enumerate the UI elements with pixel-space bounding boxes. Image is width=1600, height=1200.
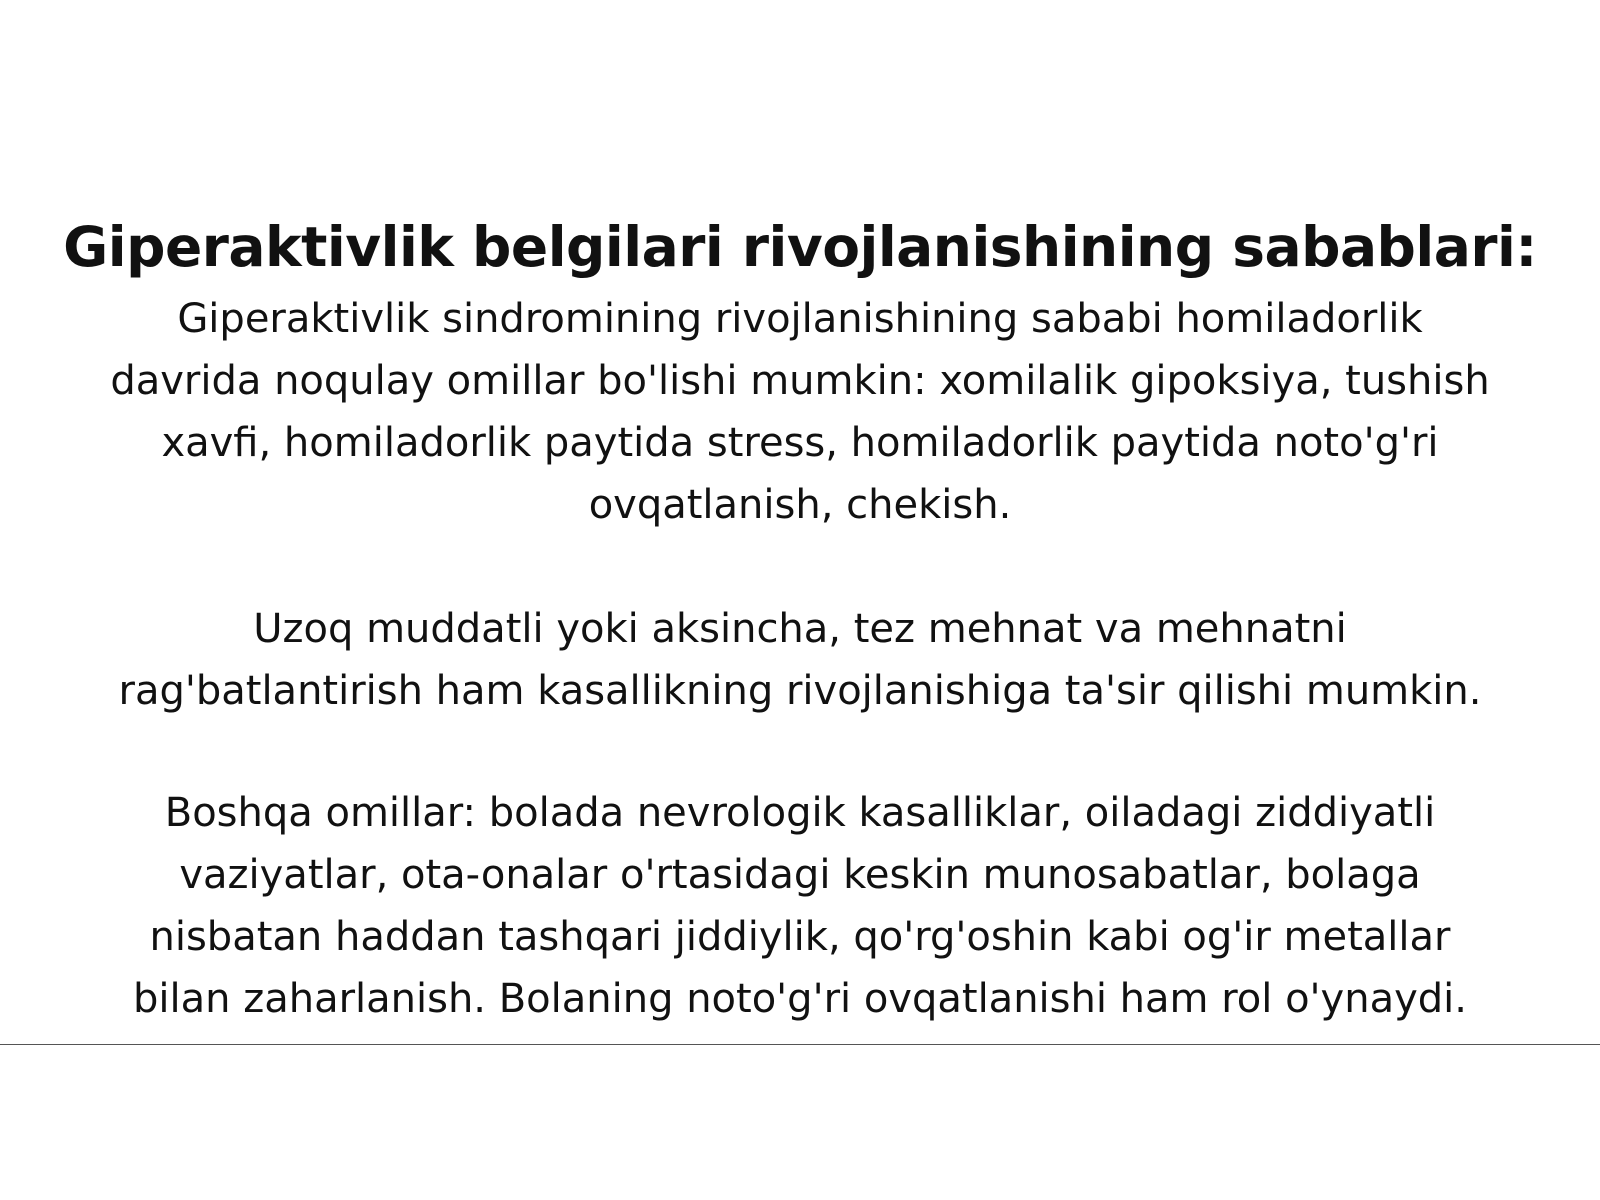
paragraph-pregnancy-factors <box>0 288 1600 536</box>
paragraph-line: xavfi, homiladorlik paytida stress, homiladorlik paytida noto'g'ri <box>161 420 1439 466</box>
paragraph-labor-factors <box>0 598 1600 722</box>
paragraph-line: Uzoq muddatli yoki aksincha, tez mehnat va mehnatni <box>253 606 1347 652</box>
paragraph-line: vaziyatlar, ota-onalar o'rtasidagi keskin munosabatlar, bolaga <box>179 852 1421 898</box>
paragraph-line: Boshqa omillar: bolada nevrologik kasalliklar, oiladagi ziddiyatli <box>164 790 1436 836</box>
paragraph-line: nisbatan haddan tashqari jiddiylik, qo'rg'oshin kabi og'ir metallar <box>149 914 1451 960</box>
paragraph-line: rag'batlantirish ham kasallikning rivojlanishiga ta'sir qilishi mumkin. <box>118 668 1482 714</box>
paragraph-line: Giperaktivlik sindromining rivojlanishining sababi homiladorlik <box>177 296 1423 342</box>
slide-title: Giperaktivlik belgilari rivojlanishining sabablari: <box>63 215 1537 279</box>
bottom-divider <box>0 1044 1600 1045</box>
paragraph-other-factors <box>0 782 1600 1030</box>
paragraph-line: davrida noqulay omillar bo'lishi mumkin: xomilalik gipoksiya, tushish <box>110 358 1490 404</box>
paragraph-line: ovqatlanish, chekish. <box>588 482 1012 528</box>
paragraph-line: bilan zaharlanish. Bolaning noto'g'ri ovqatlanishi ham rol o'ynaydi. <box>133 976 1467 1022</box>
